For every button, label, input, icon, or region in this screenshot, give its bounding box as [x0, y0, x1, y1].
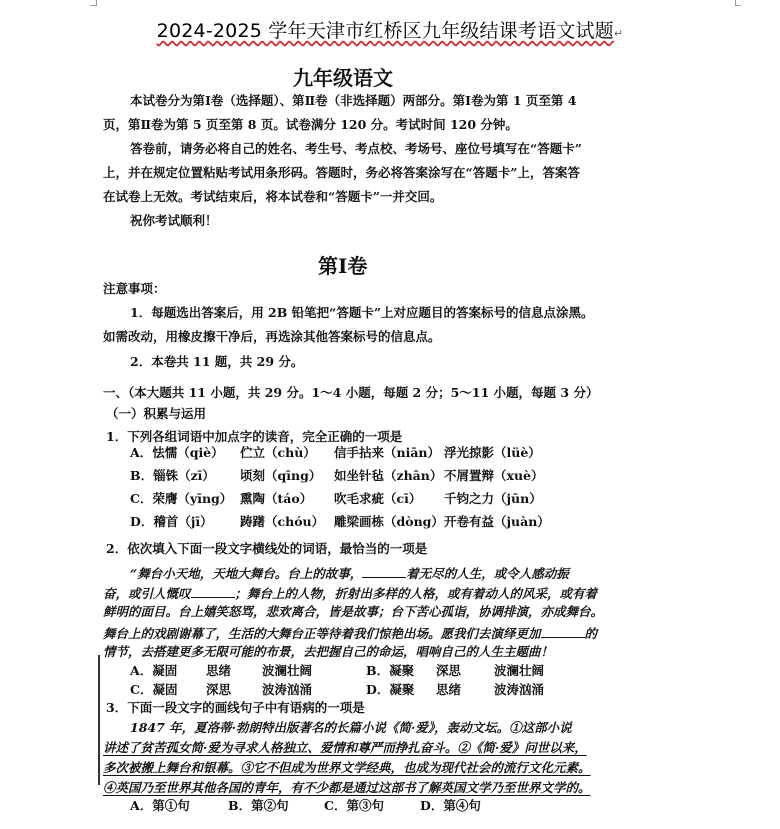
q2-option-c3: 波涛汹涌 [262, 682, 313, 697]
scan-edge [98, 655, 100, 785]
q2-passage-line-4 [103, 623, 597, 643]
note-line-3: 2．本卷共 11 题，共 29 分。 [130, 354, 304, 369]
q2-blank-2 [191, 583, 235, 598]
note-line-1: 1．每题选出答案后，用 2B 铅笔把“答题卡”上对应题目的答案标号的信息点涂黑。 [130, 305, 594, 320]
document-title-text: 2024-2025 学年天津市红桥区九年级结课考语文试题 [156, 20, 614, 42]
paper-heading: 九年级语文 [293, 66, 393, 90]
intro-line-2: 页，第Ⅱ卷为第 5 页至第 8 页。试卷满分 120 分。考试时间 120 分钟。 [103, 117, 518, 132]
q2-passage-line-1 [130, 563, 569, 583]
q1-option-d2: 踌躇（chóu） [240, 514, 325, 529]
q2-passage-line-5 [103, 643, 553, 661]
q3-option-a: A．第①句 [130, 798, 190, 813]
q1-option-a4: 浮光掠影（lüè） [444, 445, 541, 460]
intro-line-5: 在试卷上无效。考试结束后，将本试卷和“答题卡”一并交回。 [103, 189, 443, 204]
q1-option-c2: 熏陶（táo） [240, 491, 313, 506]
q3-passage-line-1: 1847 年，夏洛蒂·勃朗特出版著名的长篇小说《简·爱》，轰动文坛。①这部小说 [130, 720, 572, 735]
q3-passage-line-2: 讲述了贫苦孤女简·爱为寻求人格独立、爱情和尊严而挣扎奋斗。②《简·爱》问世以来， [103, 740, 587, 755]
q2-passage-line-3 [103, 603, 603, 621]
q2-option-c2: 深思 [206, 682, 232, 697]
q1-option-d4: 开卷有益（juàn） [444, 514, 550, 529]
intro-line-6: 祝你考试顺利！ [130, 213, 218, 228]
q2-passage-line-2 [103, 583, 597, 603]
q3-option-c: C．第③句 [324, 798, 384, 813]
paragraph-mark-icon: ↵ [613, 27, 624, 40]
q2-blank-3 [541, 623, 585, 638]
q1-option-d1: D．稽首（jī） [130, 514, 213, 529]
q2-option-a2: 思绪 [206, 663, 232, 678]
q1-option-d3: 雕梁画栋（dòng） [334, 514, 444, 529]
notes-label: 注意事项： [103, 281, 166, 296]
q1-option-b1: B．锱铢（zī） [130, 468, 215, 483]
q1-option-b3: 如坐针毡（zhān） [334, 468, 443, 483]
q1-option-b2: 顷刻（qīng） [240, 468, 322, 483]
q2-option-d3: 波涛汹涌 [494, 682, 545, 697]
intro-line-4: 上，并在规定位置粘贴考试用条形码。答题时，务必将答案涂写在“答题卡”上，答案答 [103, 165, 580, 180]
q2-text: 情节，去搭建更多无限可能的布景，去把握自己的命运，唱响自己的人生主题曲！ [103, 644, 554, 659]
q1-option-b4: 不屑置辩（xuè） [444, 468, 544, 483]
q3-option-b: B．第②句 [228, 798, 289, 813]
q1-option-a1: A．怯懦（qiè） [130, 445, 224, 460]
q3-passage-line-4: ④英国乃至世界其他各国的青年，有不少都是通过这部书了解英国文学乃至世界文学的。 [103, 780, 591, 795]
q2-text: “舞台小天地，天地大舞台。台上的故事， [130, 566, 363, 581]
q2-text: 舞台上的戏剧谢幕了，生活的大舞台正等待着我们惊艳出场。愿我们去演绎更加 [103, 626, 541, 641]
q1-option-a3: 信手拈来（niān） [334, 445, 441, 460]
q2-option-b2: 深思 [436, 663, 462, 678]
q2-text: 奋，或引人慨叹 [103, 586, 191, 601]
subsection-heading: （一）积累与运用 [106, 406, 207, 421]
page-corner-mark-left-h [90, 5, 96, 6]
q3-passage-line-3: 多次被搬上舞台和银幕。③它不但成为世界文学经典，也成为现代社会的流行文化元素。 [103, 760, 591, 775]
q1-option-c1: C．荣膺（yīng） [130, 491, 233, 506]
intro-line-3: 答卷前，请务必将自己的姓名、考生号、考点校、考场号、座位号填写在“答题卡” [130, 141, 582, 156]
q2-blank-1 [362, 563, 406, 578]
page-corner-mark-left [96, 0, 97, 6]
q2-text: 的 [584, 626, 598, 641]
q3-option-d: D．第④句 [420, 798, 481, 813]
q1-option-c3: 吹毛求疵（cī） [334, 491, 422, 506]
q2-text: 着无尽的人生，或令人感动振 [406, 566, 569, 581]
q2-option-a3: 波澜壮阔 [262, 663, 313, 678]
note-line-2: 如需改动，用橡皮擦干净后，再选涂其他答案标号的信息点。 [103, 329, 441, 344]
q2-stem: 2．依次填入下面一段文字横线处的词语，最恰当的一项是 [106, 541, 428, 556]
q3-stem: 3．下面一段文字的画线句子中有语病的一项是 [106, 700, 365, 715]
q2-option-a: A．凝固 [130, 663, 178, 678]
part-heading: 一、（本大题共 11 小题，共 29 分。1～4 小题，每题 2 分；5～11 小题，每题 3 分） [103, 385, 599, 400]
q1-option-a2: 伫立（chù） [240, 445, 316, 460]
q1-option-c4: 千钧之力（jūn） [444, 491, 542, 506]
document-title [0, 16, 780, 43]
q1-stem: 1．下列各组词语中加点字的读音，完全正确的一项是 [106, 429, 403, 444]
q2-option-d2: 思绪 [436, 682, 462, 697]
intro-line-1: 本试卷分为第Ⅰ卷（选择题）、第Ⅱ卷（非选择题）两部分。第Ⅰ卷为第 1 页至第 4 [130, 93, 577, 108]
page-corner-mark-right-h [735, 5, 741, 6]
q2-option-c: C．凝固 [130, 682, 178, 697]
q2-option-b: B．凝聚 [366, 663, 415, 678]
section-heading: 第Ⅰ卷 [318, 254, 368, 278]
q2-text: 鲜明的面目。台上嬉笑怒骂，悲欢离合，皆是故事；台下苦心孤诣，协调排演，亦成舞台。 [103, 604, 604, 619]
q2-option-b3: 波澜壮阔 [494, 663, 545, 678]
q2-option-d: D．凝聚 [366, 682, 415, 697]
q2-text: ；舞台上的人物，折射出多样的人格，或有着动人的风采，或有着 [234, 586, 598, 601]
